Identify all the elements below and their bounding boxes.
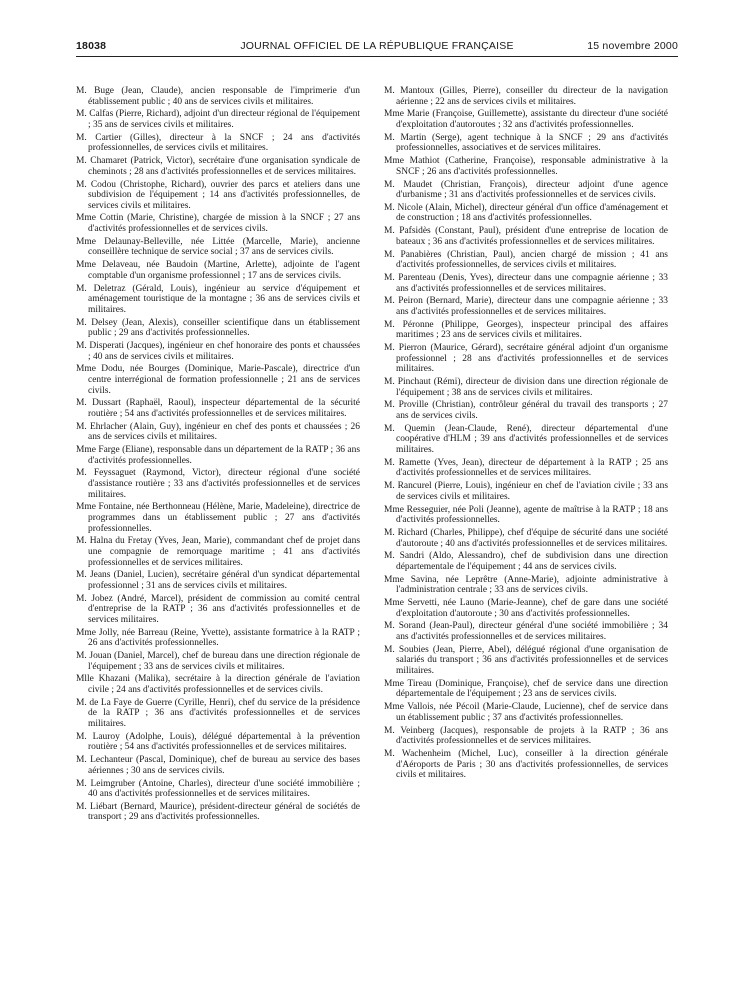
right-column: [384, 86, 668, 783]
nomination-entry: M. Pierron (Maurice, Gérard), secrétaire général adjoint d'un organisme professionnel ; 28 ans d'activités professionnelles et de services militaires.: [384, 343, 668, 375]
nomination-entry: M. Feyssaguet (Raymond, Victor), directeur régional d'une société d'assistance routière ; 33 ans d'activités professionnelles et de services militaires.: [76, 468, 360, 500]
nomination-entry: M. Jeans (Daniel, Lucien), secrétaire général d'un syndicat départemental professionnel ; 31 ans de services civils et militaires.: [76, 570, 360, 591]
nomination-entry: M. Delsey (Jean, Alexis), conseiller scientifique dans un établissement public ; 29 ans d'activités professionnelles.: [76, 317, 360, 339]
nomination-entry: Mlle Khazani (Malika), secrétaire à la direction générale de l'aviation civile ; 24 ans d'activités professionnelles et de services civils.: [76, 674, 360, 695]
nomination-entry: Mme Cottin (Marie, Christine), chargée de mission à la SNCF ; 27 ans d'activités professionnelles et de services civils.: [76, 213, 360, 235]
nomination-entry: M. Chamaret (Patrick, Victor), secrétaire d'une organisation syndicale de cheminots ; 28 ans d'activités professionnelles et de services militaires.: [76, 156, 360, 177]
nomination-entry: M. Disperati (Jacques), ingénieur en chef honoraire des ponts et chaussées ; 40 ans de services civils et militaires.: [76, 340, 360, 362]
nomination-entry: Mme Delaveau, née Baudoin (Martine, Arlette), adjointe de l'agent comptable d'un organisme professionnel ; 17 ans de services civils.: [76, 260, 360, 281]
left-column: [76, 86, 360, 825]
page-number: 18038: [76, 40, 107, 52]
nomination-entry: Mme Vallois, née Pécoil (Marie-Claude, Lucienne), chef de service dans un établissement public ; 37 ans d'activités professionnelles.: [384, 702, 668, 723]
nomination-entry: M. Sorand (Jean-Paul), directeur général d'une société immobilière ; 34 ans d'activités professionnelles et de services militaires.: [384, 621, 668, 643]
nomination-entry: Mme Fontaine, née Berthonneau (Hélène, Marie, Madeleine), directrice de programmes dans un établissement public ; 27 ans d'activités professionnelles.: [76, 502, 360, 534]
nomination-entry: Mme Jolly, née Barreau (Reine, Yvette), assistante formatrice à la RATP ; 26 ans d'activités professionnelles.: [76, 627, 360, 649]
nomination-entry: Mme Tireau (Dominique, Françoise), chef de service dans une direction départementale de l'équipement ; 23 ans de services civils.: [384, 678, 668, 700]
nomination-entry: M. Parenteau (Denis, Yves), directeur dans une compagnie aérienne ; 33 ans d'activités professionnelles et de services militaires.: [384, 273, 668, 294]
nomination-entry: M. Veinberg (Jacques), responsable de projets à la RATP ; 36 ans d'activités professionnelles et de services militaires.: [384, 725, 668, 747]
nomination-entry: Mme Servetti, née Launo (Marie-Jeanne), chef de gare dans une société d'exploitation d'autoroute ; 30 ans d'activités professionnelles.: [384, 598, 668, 619]
nomination-entry: M. Rancurel (Pierre, Louis), ingénieur en chef de l'aviation civile ; 33 ans de services civils et militaires.: [384, 481, 668, 502]
nomination-entry: M. Peiron (Bernard, Marie), directeur dans une compagnie aérienne ; 33 ans d'activités professionnelles et de services militaires.: [384, 296, 668, 317]
nomination-entry: M. Soubies (Jean, Pierre, Abel), délégué régional d'une organisation de salariés du transport ; 36 ans d'activités professionnelles et de services militaires.: [384, 644, 668, 676]
nomination-entry: M. Ramette (Yves, Jean), directeur de département à la RATP ; 25 ans d'activités professionnelles et de services militaires.: [384, 457, 668, 479]
nomination-entry: M. Pafsidès (Constant, Paul), président d'une entreprise de location de bateaux ; 36 ans d'activités professionnelles et de services militaires.: [384, 226, 668, 247]
nomination-entry: Mme Savina, née Leprêtre (Anne-Marie), adjointe administrative à l'administration centrale ; 33 ans de services civils.: [384, 574, 668, 596]
nomination-entry: M. Deletraz (Gérald, Louis), ingénieur au service d'équipement et aménagement touristique de la montagne ; 36 ans de services civils et militaires.: [76, 283, 360, 315]
nomination-entry: Mme Delaunay-Belleville, née Littée (Marcelle, Marie), ancienne conseillère technique de service social ; 37 ans de services civils.: [76, 236, 360, 258]
header-rule: [76, 56, 678, 57]
nomination-entry: M. Jouan (Daniel, Marcel), chef de bureau dans une direction régionale de l'équipement ; 33 ans de services civils et militaires.: [76, 651, 360, 672]
nomination-entry: M. Sandri (Aldo, Alessandro), chef de subdivision dans une direction départementale de l'équipement ; 44 ans de services civils.: [384, 551, 668, 572]
nomination-entry: M. Calfas (Pierre, Richard), adjoint d'un directeur régional de l'équipement ; 35 ans de services civils et militaires.: [76, 109, 360, 130]
nomination-entry: Mme Dodu, née Bourges (Dominique, Marie-Pascale), directrice d'un centre interrégional de formation professionnelle ; 21 ans de services civils.: [76, 364, 360, 396]
nomination-entry: Mme Farge (Eliane), responsable dans un département de la RATP ; 36 ans d'activités professionnelles.: [76, 445, 360, 466]
nomination-entry: M. Mantoux (Gilles, Pierre), conseiller du directeur de la navigation aérienne ; 22 ans de services civils et militaires.: [384, 86, 668, 107]
nomination-entry: M. Maudet (Christian, François), directeur adjoint d'une agence d'urbanisme ; 31 ans d'activités professionnelles et de services civils.: [384, 179, 668, 201]
nomination-entry: M. Codou (Christophe, Richard), ouvrier des parcs et ateliers dans une subdivision de l'équipement ; 14 ans d'activités professionnelles, de services civils et militaires.: [76, 179, 360, 211]
nomination-entry: M. Quemin (Jean-Claude, René), directeur départemental d'une coopérative d'HLM ; 39 ans d'activités professionnelles et de services militaires.: [384, 423, 668, 456]
nomination-entry: Mme Resseguier, née Poli (Jeanne), agente de maîtrise à la RATP ; 18 ans d'activités professionnelles.: [384, 504, 668, 526]
nomination-entry: M. Halna du Fretay (Yves, Jean, Marie), commandant chef de projet dans une compagnie de remorquage maritime ; 41 ans d'activités professionnelles et de services militaires.: [76, 536, 360, 568]
nomination-entry: M. de La Faye de Guerre (Cyrille, Henri), chef du service de la présidence de la RATP ; 36 ans d'activités professionnelles et de services militaires.: [76, 697, 360, 729]
journal-title: JOURNAL OFFICIEL DE LA RÉPUBLIQUE FRANÇAISE: [240, 40, 514, 52]
nomination-entry: M. Cartier (Gilles), directeur à la SNCF ; 24 ans d'activités professionnelles, de services civils et militaires.: [76, 132, 360, 154]
nomination-entry: M. Dussart (Raphaël, Raoul), inspecteur départemental de la sécurité routière ; 54 ans d'activités professionnelles et de services militaires.: [76, 398, 360, 419]
nomination-entry: M. Lauroy (Adolphe, Louis), délégué départemental à la prévention routière ; 54 ans d'activités professionnelles et de services militaires.: [76, 731, 360, 753]
nomination-entry: M. Jobez (André, Marcel), président de commission au comité central d'entreprise de la RATP ; 36 ans d'activités professionnelles et de services militaires.: [76, 593, 360, 625]
nomination-entry: Mme Mathiot (Catherine, Françoise), responsable administrative à la SNCF ; 26 ans d'activités professionnelles.: [384, 156, 668, 177]
nomination-entry: M. Nicole (Alain, Michel), directeur général d'un office d'aménagement et de construction ; 18 ans d'activités professionnelles.: [384, 202, 668, 224]
nomination-entry: Mme Marie (Françoise, Guillemette), assistante du directeur d'une société d'exploitation d'autoroutes ; 32 ans d'activités professionnelles.: [384, 109, 668, 130]
nomination-entry: M. Proville (Christian), contrôleur général du travail des transports ; 27 ans de services civils.: [384, 400, 668, 422]
issue-date: 15 novembre 2000: [587, 40, 678, 52]
nomination-entry: M. Wachenheim (Michel, Luc), conseiller à la direction générale d'Aéroports de Paris ; 30 ans d'activités professionnelles, de services civils et militaires.: [384, 748, 668, 781]
nomination-entry: M. Péronne (Philippe, Georges), inspecteur principal des affaires maritimes ; 23 ans de services civils et militaires.: [384, 319, 668, 341]
nomination-entry: M. Pinchaut (Rémi), directeur de division dans une direction régionale de l'équipement ; 38 ans de services civils et militaires.: [384, 377, 668, 398]
nomination-entry: M. Martin (Serge), agent technique à la SNCF ; 29 ans d'activités professionnelles, associatives et de services militaires.: [384, 132, 668, 154]
nomination-entry: M. Ehrlacher (Alain, Guy), ingénieur en chef des ponts et chaussées ; 26 ans de services civils et militaires.: [76, 421, 360, 443]
nomination-entry: M. Buge (Jean, Claude), ancien responsable de l'imprimerie d'un établissement public ; 40 ans de services civils et militaires.: [76, 86, 360, 107]
page-header: [76, 40, 678, 56]
nomination-entry: M. Panabières (Christian, Paul), ancien chargé de mission ; 41 ans d'activités professionnelles, de services civils et militaires.: [384, 249, 668, 271]
nomination-entry: M. Lechanteur (Pascal, Dominique), chef de bureau au service des bases aériennes ; 30 ans de services civils.: [76, 755, 360, 776]
nomination-entry: M. Liébart (Bernard, Maurice), président-directeur général de sociétés de transport ; 29 ans d'activités professionnelles.: [76, 801, 360, 823]
nomination-entry: M. Leimgruber (Antoine, Charles), directeur d'une société immobilière ; 40 ans d'activités professionnelles et de services militaires.: [76, 778, 360, 800]
nomination-entry: M. Richard (Charles, Philippe), chef d'équipe de sécurité dans une société d'autoroute ; 40 ans d'activités professionnelles et de services militaires.: [384, 527, 668, 549]
